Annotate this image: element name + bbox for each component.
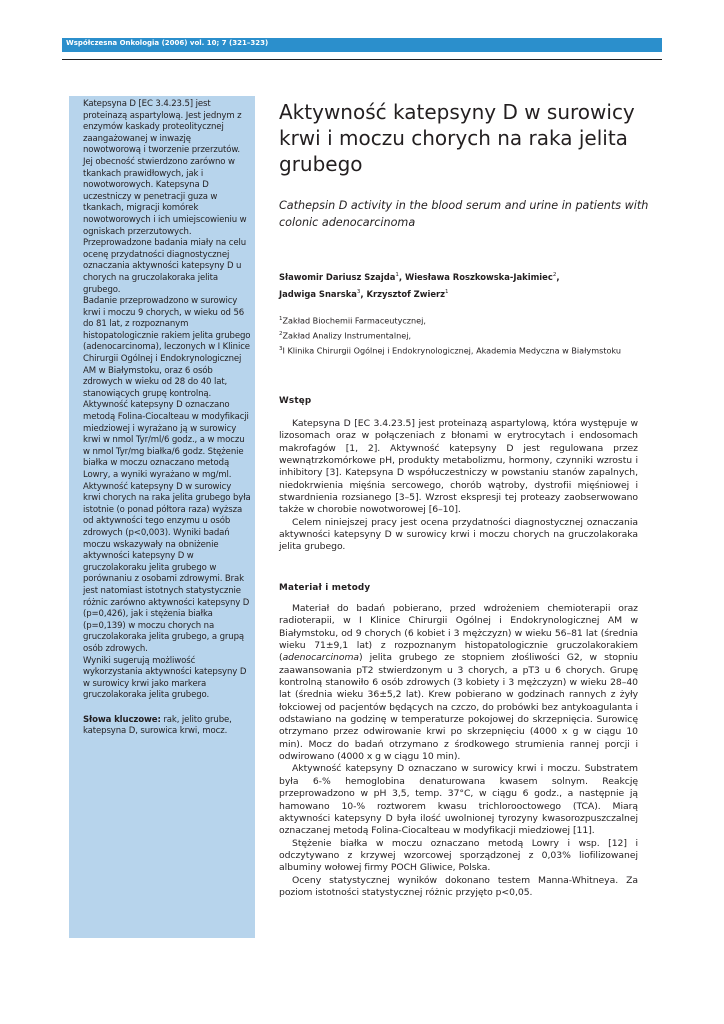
affiliation-text: I Klinika Chirurgii Ogólnej i Endokrynologicznej, Akademia Medyczna w Białymstoku: [282, 346, 621, 357]
author-name: Jadwiga Snarska: [279, 288, 357, 299]
body-paragraph: Celem niniejszej pracy jest ocena przydatności diagnostycznej oznaczania aktywności katepsyny D w surowicy krwi i moczu chorych na gruczolakoraka jelita grubego.: [279, 516, 638, 553]
header-rule: [62, 59, 662, 60]
author-name: Krzysztof Zwierz: [366, 288, 446, 299]
abstract-paragraph: Aktywność katepsyny D w surowicy krwi chorych na raka jelita grubego była istotnie (o ponad półtora raza) wyższa od aktywności tego enzymu u osób zdrowych (p<0,003). Wyniki badań moczu wskazywały na obniżenie aktywności katepsyny D w gruczolakoraku jelita grubego w porównaniu z osobami zdrowymi. Brak jest natomiast istotnych statystycznie różnic zarówno aktywności katepsyny D (p=0,426), jak i stężenia białka (p=0,139) w moczu chorych na gruczolakoraka jelita grubego, a grupą osób zdrowych.: [83, 481, 251, 654]
body-paragraph: [279, 603, 638, 763]
affiliation-number: 2: [279, 331, 283, 338]
abstract-paragraph: Badanie przeprowadzono w surowicy krwi i moczu 9 chorych, w wieku od 56 do 81 lat, z rozpoznanym histopatologicznie rakiem jelita grubego (adenocarcinoma), leczonych w I Klinice Chirurgii Ogólnej i Endokrynologicznej AM w Białymstoku, oraz 6 osób zdrowych w wieku od 28 do 40 lat, stanowiących grupę kontrolną.: [83, 296, 251, 399]
section-intro-body: [279, 418, 638, 554]
body-text-run: ) jelita grubego ze stopniem złośliwości G2, w stopniu zaawansowania pT2 stwierdzonym u 3 chorych, a pT3 u 6 chorych. Grupę kontrolną stanowiło 6 osób zdrowych (3 kobiety i 3 mężczyzn) w wieku 28–40 lat (średnia wieku 36±5,2 lat). Krew pobierano w godzinach rannych z żyły łokciowej od pacjentów będących na czczo, do probówki bez antykoagulanta i odstawiano na godzinę w temperaturze pokojowej do skrzepnięcia. Surowicę otrzymano przez odwirowanie krwi po skrzepnięciu (4000 x g w ciągu 10 min). Mocz do badań otrzymano z środkowego strumienia rannej porcji i odwirowano (4000 x g w ciągu 10 min).: [279, 652, 638, 763]
article-subtitle: Cathepsin D activity in the blood serum and urine in patients with colonic adenocarcinoma: [279, 199, 649, 229]
keywords: [83, 715, 251, 738]
affiliations: [279, 313, 659, 359]
affiliation-number: 3: [279, 346, 283, 353]
journal-header-bar: [62, 38, 662, 52]
affiliation-number: 1: [279, 316, 283, 322]
abstract: [83, 99, 251, 738]
body-paragraph: Oceny statystycznej wyników dokonano testem Manna-Whitneya. Za poziom istotności statystycznej różnic przyjęto p<0,05.: [279, 874, 638, 898]
keywords-list: rak, jelito grube, katepsyna D, surowica krwi, mocz.: [83, 714, 232, 737]
abstract-paragraph: Wyniki sugerują możliwość wykorzystania aktywności katepsyny D w surowicy krwi jako markera gruczolakoraka jelita grubego.: [83, 655, 247, 701]
article-title: Aktywność katepsyny D w surowicy krwi i moczu chorych na raka jelita grubego: [279, 100, 635, 176]
affiliation: [279, 343, 659, 358]
author-name: Wiesława Roszkowska-Jakimiec: [404, 271, 553, 282]
body-paragraph: Aktywność katepsyny D oznaczano w surowicy krwi i moczu. Substratem była 6-% hemoglobina denaturowana kwasem solnym. Reakcję przeprowadzono w pH 3,5, temp. 37°C, w ciągu 6 godz., a następnie ją hamowano 10-% roztworem kwasu trichlorooctowego (TCA). Miarą aktywności katepsyny D była ilość uwolnionej tyrozyny kwasorozpuszczalnej oznaczanej metodą Folina-Ciocalteau w modyfikacji miedziowej [11].: [279, 763, 638, 837]
body-text-italic: adenocarcinoma: [282, 652, 360, 664]
authors: Sławomir Dariusz Szajda$^1$, Wiesława Roszkowska-Jakimiec$^2$, Jadwiga Snarska$^3$, Krzysztof Zwierz$^1$: [279, 271, 560, 299]
author-affil-ref: 3: [356, 288, 361, 295]
affiliation: [279, 313, 659, 328]
abstract-paragraph: Aktywność katepsyny D oznaczano metodą Folina-Ciocalteau w modyfikacji miedziowej i wyrażano ją w surowicy krwi w nmol Tyr/ml/6 godz., a w moczu w nmol Tyr/mg białka/6 godz. Stężenie białka w moczu oznaczano metodą Lowry, a wyniki wyrażano w mg/ml.: [83, 400, 249, 480]
section-heading-intro: Wstęp: [279, 396, 312, 406]
abstract-paragraph: Katepsyna D [EC 3.4.23.5] jest proteinazą aspartylową. Jest jednym z enzymów kaskady proteolitycznej zaangażowanej w inwazję nowotworową i tworzenie przerzutów. Jej obecność stwierdzono zarówno w tkankach prawidłowych, jak i nowotworowych. Katepsyna D uczestniczy w penetracji guza w tkankach, migracji komórek nowotworowych i ich umiejscowieniu w ogniskach przerzutowych.: [83, 99, 247, 237]
section-methods-body: [279, 603, 638, 899]
affiliation: [279, 328, 659, 343]
affiliation-text: Zakład Biochemii Farmaceutycznej,: [282, 315, 426, 326]
abstract-paragraph: Przeprowadzone badania miały na celu ocenę przydatności diagnostycznej oznaczania aktywności katepsyny D u chorych na gruczolakoraka jelita grubego.: [83, 238, 247, 295]
author-affil-ref: 1: [445, 288, 449, 295]
body-paragraph: Katepsyna D [EC 3.4.23.5] jest proteinazą aspartylową, która występuje w lizosomach oraz w połączeniach z błonami w erytrocytach i endosomach makrofagów [1, 2]. Aktywność katepsyny D jest regulowana przez wewnątrzkomórkowe pH, produkty metabolizmu, hormony, czynniki wzrostu i inhibitory [3]. Katepsyna D współuczestniczy w powstaniu stanów zapalnych, niedokrwienia mięśnia sercowego, chorób wątroby, dystrofii mięśniowej i stwardnienia rozsianego [3–5]. Wzrost ekspresji tej proteazy zaobserwowano także w chorobie nowotworowej [6–10].: [279, 418, 638, 516]
author-affil-ref: 2: [552, 272, 557, 278]
author-affil-ref: 1: [395, 272, 399, 278]
body-paragraph: Stężenie białka w moczu oznaczano metodą Lowry i wsp. [12] i odczytywano z krzywej wzorcowej sporządzonej z 0,03% liofilizowanej albuminy wołowej firmy POCH Gliwice, Polska.: [279, 837, 638, 874]
journal-header: Współczesna Onkologia (2006) vol. 10; 7 (321–323): [66, 39, 269, 47]
affiliation-text: Zakład Analizy Instrumentalnej,: [282, 330, 412, 341]
author-name: Sławomir Dariusz Szajda: [279, 271, 396, 282]
keywords-label: Słowa kluczowe:: [83, 714, 161, 725]
section-heading-methods: Materiał i metody: [279, 583, 371, 593]
body-text-run: Materiał do badań pobierano, przed wdrożeniem chemioterapii oraz radioterapii, w I Klinice Chirurgii Ogólnej i Endokrynologicznej AM w Białymstoku, od 9 chorych (6 kobiet i 3 mężczyzn) w wieku 56–81 lat (średnia wieku 71±9,1 lat) z rozpoznanym histopatologicznie gruczolakorakiem (: [279, 603, 638, 664]
